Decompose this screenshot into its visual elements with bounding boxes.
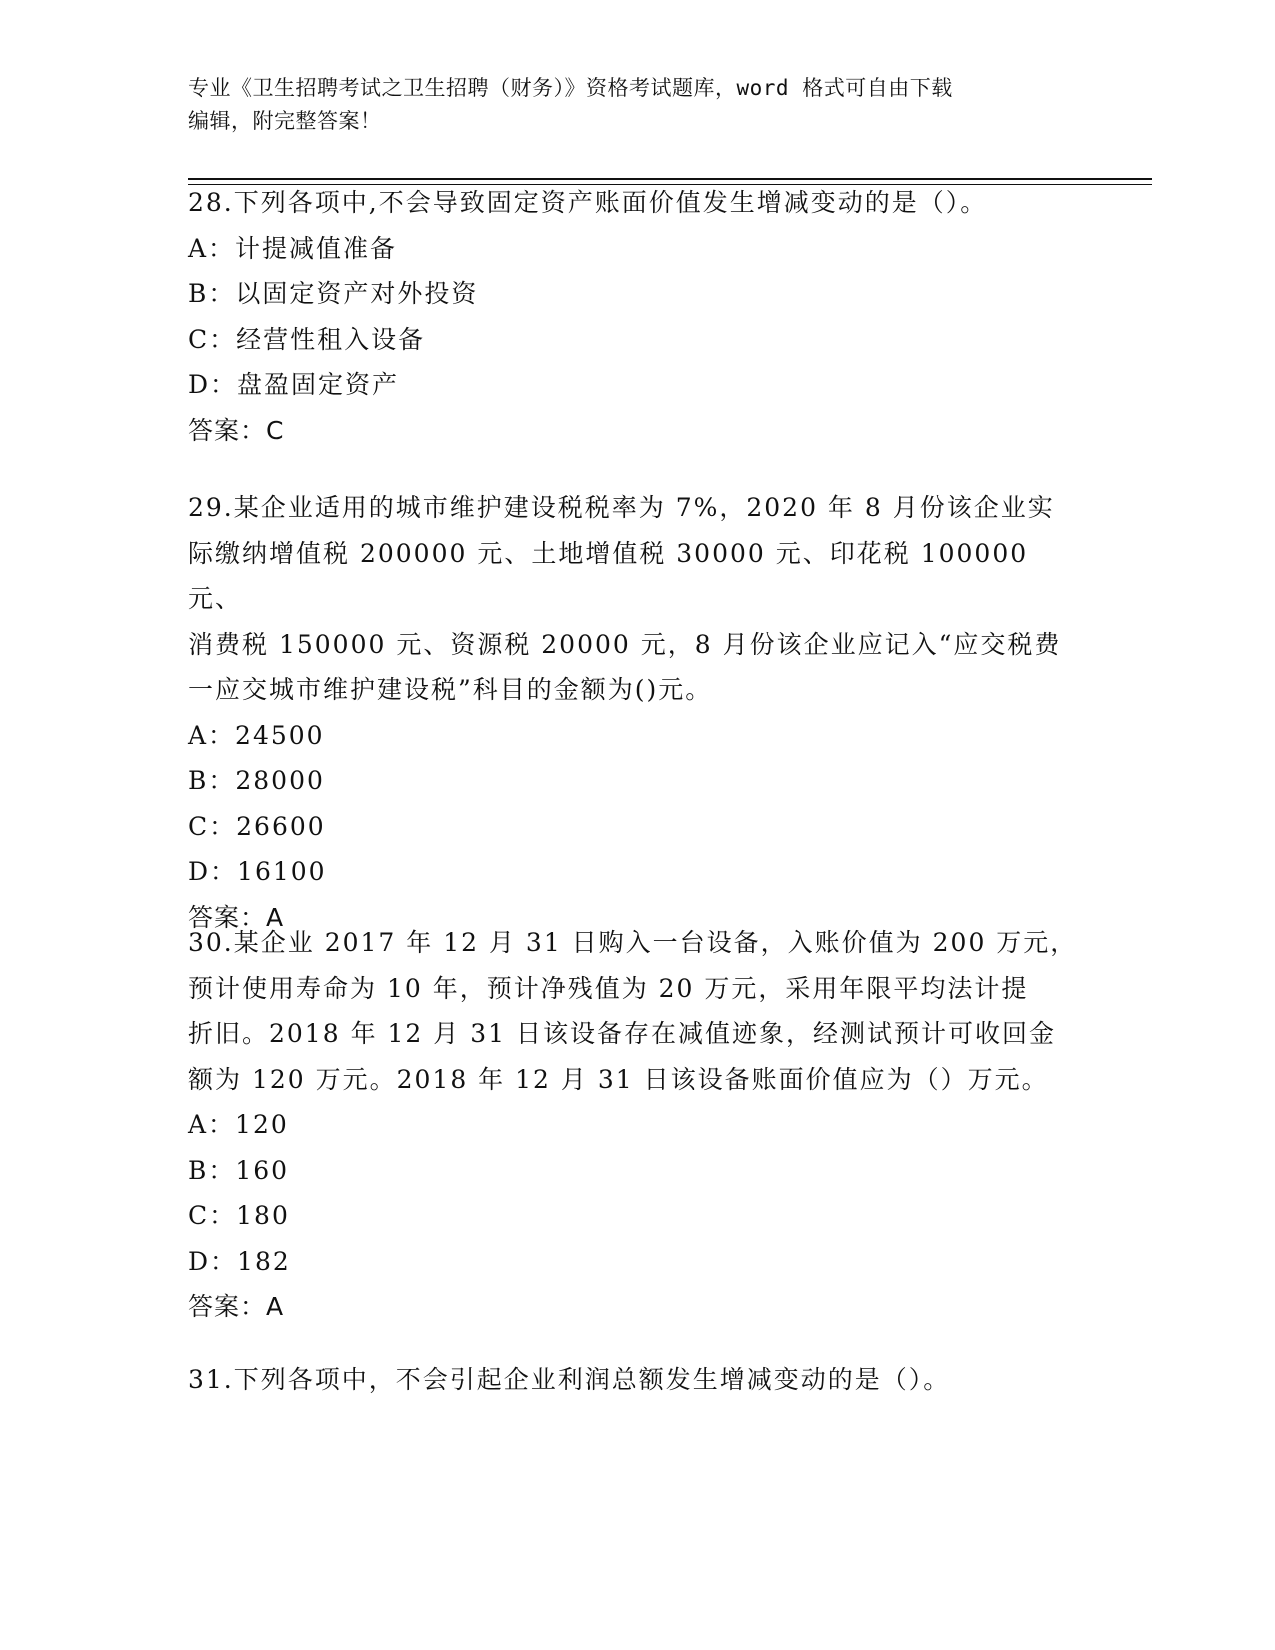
question-stem-line: 额为 120 万元。2018 年 12 月 31 日该设备账面价值应为（）万元。 <box>188 1064 1049 1094</box>
option-d: D：盘盈固定资产 <box>188 370 400 399</box>
header-line-2: 编辑，附完整答案！ <box>188 109 382 133</box>
answer: 答案：A <box>188 902 285 932</box>
option-b: B：160 <box>188 1155 290 1185</box>
question-28 <box>188 180 1088 453</box>
answer: 答案：C <box>188 415 285 445</box>
question-stem-line: 30.某企业 2017 年 12 月 31 日购入一台设备，入账价值为 200 万元， <box>188 928 1078 957</box>
option-a: A：24500 <box>188 720 325 750</box>
answer: 答案：A <box>188 1292 285 1321</box>
option-a: A：120 <box>188 1110 289 1139</box>
question-31 <box>188 1357 1088 1403</box>
question-29 <box>188 485 1088 940</box>
question-stem-line: 29.某企业适用的城市维护建设税税率为 7%，2020 年 8 月份该企业实 <box>188 493 1055 522</box>
question-30 <box>188 920 1088 1330</box>
question-stem-line: 31.下列各项中，不会引起企业利润总额发生增减变动的是（）。 <box>188 1365 951 1394</box>
option-d: D：182 <box>188 1246 291 1276</box>
option-c: C：经营性租入设备 <box>188 324 426 354</box>
header-line-1: 专业《卫生招聘考试之卫生招聘（财务）》资格考试题库，word 格式可自由下载 <box>188 76 953 100</box>
option-d: D：16100 <box>188 857 327 886</box>
option-c: C：26600 <box>188 811 326 841</box>
option-a: A：计提减值准备 <box>188 233 398 263</box>
question-stem-line: 折旧。2018 年 12 月 31 日该设备存在减值迹象，经测试预计可收回金 <box>188 1019 1056 1048</box>
document-header <box>188 72 1088 138</box>
question-stem-line: 一应交城市维护建设税”科目的金额为()元。 <box>188 675 713 704</box>
option-b: B：以固定资产对外投资 <box>188 279 479 308</box>
question-stem-line: 28.下列各项中,不会导致固定资产账面价值发生增减变动的是（）。 <box>188 188 988 217</box>
question-stem-line: 消费税 150000 元、资源税 20000 元，8 月份该企业应记入“应交税费 <box>188 629 1062 659</box>
question-stem-line: 预计使用寿命为 10 年，预计净残值为 20 万元，采用年限平均法计提 <box>188 973 1029 1003</box>
option-b: B：28000 <box>188 766 325 795</box>
question-stem-line: 际缴纳增值税 200000 元、土地增值税 30000 元、印花税 100000 元、 <box>188 538 1029 613</box>
option-c: C：180 <box>188 1201 290 1230</box>
